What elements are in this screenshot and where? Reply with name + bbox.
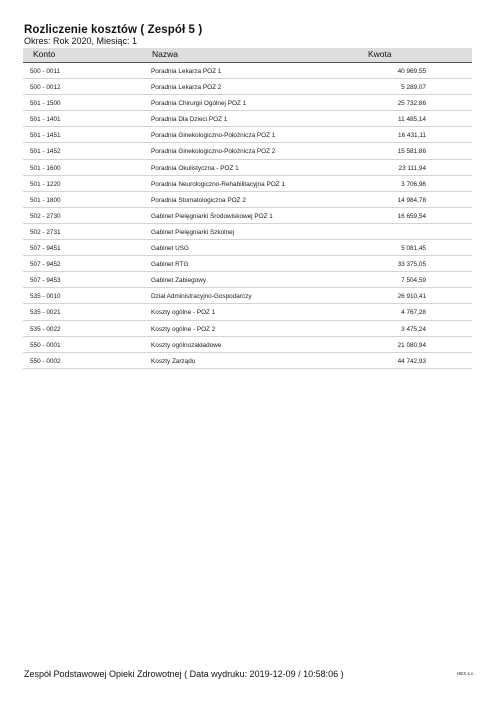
cell-nazwa: Poradnia Ginekologiczno-Położnicza POZ 1	[151, 132, 276, 140]
cell-konto: 501 - 1500	[30, 100, 61, 108]
column-header-kwota: Kwota	[368, 49, 392, 59]
cell-kwota: 23 111,94	[398, 164, 426, 172]
footer-mark: HEX s.c.	[457, 671, 475, 676]
cell-kwota: 44 742,93	[397, 357, 426, 365]
cell-konto: 535 - 0021	[30, 309, 61, 317]
cell-nazwa: Poradnia Stomatologiczna POZ 2	[151, 196, 246, 204]
cell-kwota: 26 910,41	[397, 293, 426, 301]
cell-nazwa: Gabinet Pielęgniarki Szkolnej	[151, 228, 235, 236]
cell-konto: 502 - 2731	[30, 228, 61, 236]
table-row	[23, 95, 472, 111]
cell-nazwa: Koszty ogólne - POZ 2	[151, 325, 216, 333]
table-row	[23, 111, 472, 127]
table-row	[23, 192, 472, 208]
table-row	[23, 288, 472, 304]
page-title: Rozliczenie kosztów ( Zespół 5 )	[24, 24, 203, 36]
cell-kwota: 11 485,14	[398, 116, 426, 124]
cell-kwota: 40 969,55	[397, 68, 426, 75]
cell-konto: 501 - 1220	[30, 180, 61, 188]
table-row	[23, 63, 472, 79]
cell-kwota: 16 431,11	[398, 132, 426, 140]
cell-nazwa: Poradnia Neurologiczno-Rehabilitacyjna POZ 1	[151, 180, 285, 188]
table-row	[23, 79, 472, 95]
cell-kwota: 16 659,54	[397, 212, 426, 220]
period-subtitle: Okres: Rok 2020, Miesiąc: 1	[24, 36, 138, 46]
cell-nazwa: Koszty ogólnozakładowe	[151, 341, 222, 349]
cell-nazwa: Gabinet Zabiegowy	[151, 277, 207, 285]
table-row	[23, 176, 472, 192]
table-row	[23, 224, 472, 240]
cell-nazwa: Poradnia Lekarza POZ 2	[151, 84, 222, 92]
cell-kwota: 14 984,78	[397, 196, 426, 204]
cell-konto: 535 - 0010	[30, 293, 61, 301]
cell-kwota: 3 706,96	[401, 180, 426, 188]
cell-nazwa: Koszty Zarządu	[151, 357, 196, 365]
cell-kwota: 33 375,05	[397, 261, 426, 269]
footer-text: Zespół Podstawowej Opieki Zdrowotnej ( Data wydruku: 2019-12-09 / 10:58:06 )	[24, 669, 344, 679]
cell-konto: 501 - 1800	[30, 196, 61, 204]
cell-nazwa: Koszty ogólne - POZ 1	[151, 309, 216, 317]
cell-konto: 507 - 9451	[30, 245, 61, 253]
table-row	[23, 143, 472, 159]
cell-kwota: 15 581,86	[397, 148, 426, 156]
cell-konto: 550 - 0001	[30, 341, 61, 349]
cell-nazwa: Gabinet Pielęgniarki Środowiskowej POZ 1	[151, 212, 273, 220]
cost-table-body	[23, 63, 472, 369]
table-row	[23, 304, 472, 320]
cell-konto: 501 - 1451	[30, 132, 61, 140]
cell-kwota: 4 767,28	[401, 309, 426, 317]
cell-konto: 501 - 1600	[30, 164, 61, 172]
table-row	[23, 353, 472, 369]
cell-konto: 500 - 0012	[30, 84, 61, 92]
cell-kwota: 21 080,94	[397, 341, 426, 349]
table-row	[23, 240, 472, 256]
cell-nazwa: Gabinet RTG	[151, 261, 189, 269]
cell-konto: 501 - 1401	[30, 116, 61, 124]
table-header	[23, 48, 472, 62]
cell-konto: 550 - 0002	[30, 357, 61, 365]
cell-nazwa: Dział Administracyjno-Gospodarczy	[151, 293, 252, 301]
column-header-konto: Konto	[33, 49, 56, 59]
cell-konto: 507 - 9453	[30, 277, 61, 285]
cell-kwota: 7 504,59	[401, 277, 426, 285]
cell-nazwa: Poradnia Lekarza POZ 1	[151, 68, 222, 75]
cell-nazwa: Poradnia Dla Dzieci POZ 1	[151, 116, 228, 124]
cell-konto: 507 - 9452	[30, 261, 61, 269]
table-row	[23, 337, 472, 353]
cell-kwota: 25 732,86	[397, 100, 426, 108]
table-row	[23, 127, 472, 143]
column-header-nazwa: Nazwa	[152, 49, 178, 59]
table-row	[23, 160, 472, 176]
cell-nazwa: Poradnia Chirurgii Ogólnej POZ 1	[151, 100, 247, 108]
cell-nazwa: Poradnia Okulistyczna - POZ 1	[151, 164, 239, 172]
cell-konto: 502 - 2730	[30, 212, 61, 220]
table-row	[23, 321, 472, 337]
cell-kwota: 3 475,24	[401, 325, 426, 333]
cell-kwota: 5 289,07	[401, 84, 426, 92]
cell-nazwa: Gabinet USG	[151, 245, 190, 253]
table-row	[23, 256, 472, 272]
cell-kwota: 5 081,45	[401, 245, 426, 253]
cell-nazwa: Poradnia Ginekologiczno-Położnicza POZ 2	[151, 148, 276, 156]
table-row	[23, 208, 472, 224]
cell-konto: 501 - 1452	[30, 148, 61, 156]
table-row	[23, 272, 472, 288]
cell-konto: 500 - 0011	[30, 68, 61, 75]
cell-konto: 535 - 0022	[30, 325, 61, 333]
